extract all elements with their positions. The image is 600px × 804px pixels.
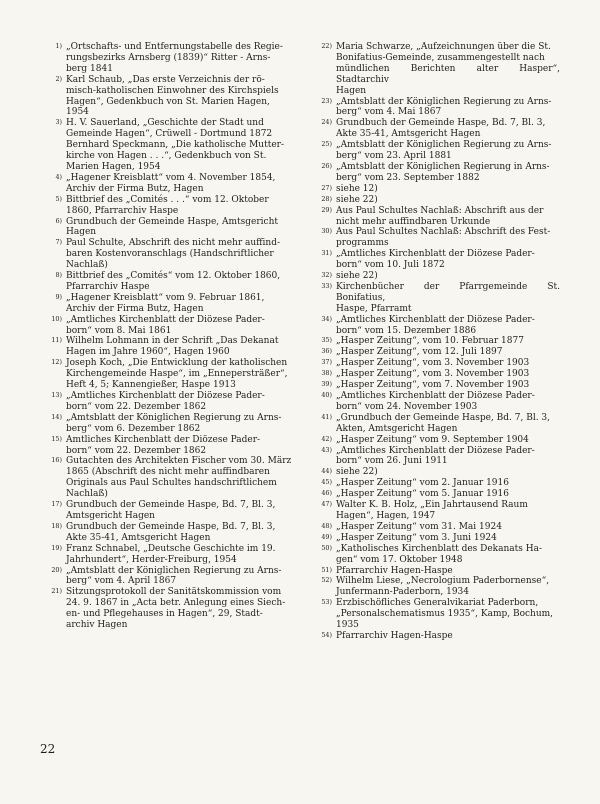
footnote-text: „Hasper Zeitung“, vom 3. November 1903: [336, 358, 530, 369]
footnote: [310, 391, 560, 413]
footnote-text: „Hasper Zeitung“ vom 31. Mai 1924: [336, 521, 502, 532]
footnote-text: Maria Schwarze, „Aufzeichnungen über die St. Bonifatius-Gemeinde, zusammengestellt nach mündlichen Berichten alter Hasper“, Stadtarchiv Hagen: [336, 42, 560, 96]
footnote: [310, 271, 560, 282]
footnote-number: 44): [321, 467, 332, 476]
footnote: [310, 446, 560, 468]
footnote-number: 49): [321, 532, 332, 541]
footnote-text: „Hagener Kreisblatt“ vom 4. November 1854, Archiv der Firma Butz, Hagen: [66, 172, 276, 194]
footnote-text: „Hasper Zeitung“, vom 3. November 1903: [336, 369, 530, 380]
footnote-text: Bittbrief des „Comités“ vom 12. Oktober 1860, Pfarrarchiv Haspe: [66, 271, 281, 292]
footnote-number: 3): [55, 118, 62, 127]
footnote-number: 19): [51, 543, 62, 552]
footnote: [310, 435, 560, 446]
footnote: [40, 118, 296, 173]
footnote: [310, 467, 560, 478]
footnote: [40, 435, 296, 457]
footnote-text: Grundbuch der Gemeinde Haspe, Amtsgericht Hagen: [66, 216, 278, 238]
footnote-number: 12): [51, 358, 62, 367]
footnote-text: Wilhelm Lohmann in der Schrift „Das Dekanat Hagen im Jahre 1960“, Hagen 1960: [66, 336, 279, 358]
footnote: [310, 249, 560, 271]
footnote-number: 42): [321, 434, 332, 443]
footnote-text: Bittbrief des „Comités . . .“ vom 12. Oktober 1860, Pfarrarchiv Haspe: [66, 194, 269, 216]
footnote-number: 53): [321, 598, 332, 607]
footnote-text: „Amtsblatt der Königlichen Regierung in Arns- berg“ vom 23. September 1882: [336, 161, 550, 183]
footnote: [40, 456, 296, 500]
footnote: [310, 533, 560, 544]
footnote: [310, 118, 560, 140]
footnote: [310, 489, 560, 500]
footnote-number: 47): [321, 500, 332, 509]
footnote-number: 25): [321, 140, 332, 149]
footnote-text: „Hasper Zeitung“ vom 3. Juni 1924: [336, 532, 497, 543]
footnote-text: Pfarrarchiv Hagen-Haspe: [336, 565, 453, 576]
footnote: [40, 500, 296, 522]
footnote: [40, 587, 296, 631]
footnote-number: 2): [55, 74, 62, 83]
footnote-number: 1): [55, 42, 62, 50]
footnote-text: Grundbuch der Gemeinde Haspe, Bd. 7, Bl. 3, Akte 35-41, Amtsgericht Hagen: [66, 521, 276, 543]
footnote: [310, 358, 560, 369]
footnote-number: 8): [55, 271, 62, 280]
footnotes-right-column: [310, 42, 560, 642]
footnote-text: siehe 12): [336, 183, 378, 194]
footnote-text: Grundbuch der Gemeinde Haspe, Bd. 7, Bl. 3, Akte 35-41, Amtsgericht Hagen: [336, 118, 546, 140]
footnote-text: „Hasper Zeitung“, vom 10. Februar 1877: [336, 336, 524, 347]
footnote: [40, 195, 296, 217]
footnote: [310, 478, 560, 489]
page-number: 22: [40, 742, 56, 756]
footnote-number: 38): [321, 369, 332, 378]
footnote-text: siehe 22): [336, 271, 378, 282]
footnote-number: 36): [321, 347, 332, 356]
footnote: [310, 195, 560, 206]
footnote: [310, 336, 560, 347]
footnote-text: „Amtliches Kirchenblatt der Diözese Pader- born“ vom 8. Mai 1861: [66, 314, 265, 336]
footnote-number: 11): [51, 336, 62, 345]
footnote-number: 37): [321, 358, 332, 367]
footnote: [310, 576, 560, 598]
footnote-text: „Katholisches Kirchenblatt des Dekanats Ha- gen“ vom 17. Oktober 1948: [336, 543, 543, 565]
footnote-number: 6): [55, 216, 62, 225]
footnote: [40, 522, 296, 544]
footnote-text: Wilhelm Liese, „Necrologium Paderbornense“, Junfermann-Paderborn, 1934: [336, 576, 550, 598]
footnote-text: siehe 22): [336, 467, 378, 478]
footnote-number: 15): [51, 434, 62, 443]
footnote-text: H. V. Sauerland, „Geschichte der Stadt und Gemeinde Hagen“, Crüwell - Dortmund 1872 Bernhard Speckmann, „Die katholische Mutter- kirche von Hagen . . .“, Gedenkbuch von St. Marien Hagen, 1954: [66, 118, 284, 172]
footnote: [40, 358, 296, 391]
footnote-text: Walter K. B. Holz, „Ein Jahrtausend Raum Hagen“, Hagen, 1947: [336, 500, 528, 521]
footnote-number: 32): [321, 271, 332, 280]
footnote: [40, 271, 296, 293]
footnote-number: 14): [51, 412, 62, 421]
footnote-text: Grundbuch der Gemeinde Haspe, Bd. 7, Bl. 3, Amtsgericht Hagen: [66, 500, 276, 521]
footnote-text: Amtliches Kirchenblatt der Diözese Pader- born“ vom 22. Dezember 1862: [66, 434, 261, 456]
footnote: [40, 293, 296, 315]
footnote-text: „Ortschafts- und Entfernungstabelle des Regie- rungsbezirks Arnsberg (1839)“ Ritter - Arns- berg 1841: [66, 42, 283, 74]
footnote-text: Sitzungsprotokoll der Sanitätskommission vom 24. 9. 1867 in „Acta betr. Anlegung eines Siech- en- und Pflegehauses in Hagen“, 29, Stadt- archiv Hagen: [66, 587, 286, 631]
footnote: [310, 282, 560, 315]
footnote-number: 46): [321, 489, 332, 498]
footnote-text: „Amtliches Kirchenblatt der Diözese Pader- born“ vom 22. Dezember 1862: [66, 391, 265, 412]
footnote-number: 31): [321, 249, 332, 258]
footnote-number: 18): [51, 521, 62, 530]
footnote-text: „Amtliches Kirchenblatt der Diözese Pader- born“ vom 26. Juni 1911: [336, 445, 535, 467]
footnote-text: Aus Paul Schultes Nachlaß: Abschrift aus der nicht mehr auffindbaren Urkunde: [336, 205, 544, 227]
footnote-number: 17): [51, 500, 62, 509]
footnote-number: 54): [321, 630, 332, 639]
footnote: [310, 315, 560, 337]
footnote: [310, 162, 560, 184]
footnote-number: 39): [321, 380, 332, 389]
footnote: [40, 544, 296, 566]
footnote: [310, 347, 560, 358]
footnote-text: „Hasper Zeitung“, vom 12. Juli 1897: [336, 347, 503, 358]
footnote-number: 5): [55, 194, 62, 203]
footnote-number: 16): [51, 456, 62, 465]
footnote: [310, 598, 560, 631]
footnote: [40, 413, 296, 435]
footnote-text: „Amtliches Kirchenblatt der Diözese Pader- born“ vom 24. November 1903: [336, 391, 535, 412]
footnote: [310, 227, 560, 249]
footnote-number: 45): [321, 478, 332, 487]
footnote-text: siehe 22): [336, 194, 378, 205]
footnote: [40, 566, 296, 588]
footnote-text: „Hasper Zeitung“, vom 7. November 1903: [336, 380, 530, 391]
footnote-text: Kirchenbücher der Pfarrgemeinde St. Bonifatius, Haspe, Pfarramt: [336, 281, 560, 314]
footnote: [40, 336, 296, 358]
footnote-text: „Amtsblatt der Königlichen Regierung zu Arns- berg“ vom 4. April 1867: [66, 565, 282, 587]
footnote-text: „Hasper Zeitung“ vom 2. Januar 1916: [336, 478, 509, 489]
footnote-number: 51): [321, 565, 332, 574]
footnote-text: Joseph Koch, „Die Entwicklung der katholischen Kirchengemeinde Haspe“, im „Ennepersträßer“, Heft 4, 5; Kannengießer, Haspe 1913: [66, 358, 288, 391]
footnote-number: 7): [55, 238, 62, 247]
footnote-number: 22): [321, 42, 332, 50]
footnote: [40, 217, 296, 239]
footnote-number: 26): [321, 161, 332, 170]
footnote-text: „Amtsblatt der Königlichen Regierung zu Arns- berg“ vom 4. Mai 1867: [336, 96, 552, 118]
footnote: [310, 97, 560, 119]
footnote-text: Karl Schaub, „Das erste Verzeichnis der rö- misch-katholischen Einwohner des Kirchspiels Hagen“, Gedenkbuch von St. Marien Hagen, 1954: [66, 74, 279, 118]
footnote-text: Franz Schnabel, „Deutsche Geschichte im 19. Jahrhundert“, Herder-Freiburg, 1954: [66, 543, 276, 565]
footnote: [310, 566, 560, 577]
footnote: [310, 206, 560, 228]
footnote-text: Erzbischöfliches Generalvikariat Paderborn, „Personalschematismus 1935“, Kamp, Bochum, 1935: [336, 598, 554, 631]
footnote: [310, 544, 560, 566]
footnote-number: 48): [321, 521, 332, 530]
footnote-number: 30): [321, 227, 332, 236]
footnote-text: „Amtsblatt der Königlichen Regierung zu Arns- berg“ vom 6. Dezember 1862: [66, 412, 282, 434]
footnote-text: Aus Paul Schultes Nachlaß: Abschrift des Fest- programms: [336, 227, 551, 249]
footnote-number: 9): [55, 292, 62, 301]
footnote: [40, 391, 296, 413]
footnote-number: 10): [51, 314, 62, 323]
footnote-text: Gutachten des Architekten Fischer vom 30. März 1865 (Abschrift des nicht mehr auffindbaren Originals aus Paul Schultes handschriftlichem Nachlaß): [66, 456, 292, 500]
footnote-text: „Grundbuch der Gemeinde Haspe, Bd. 7, Bl. 3, Akten, Amtsgericht Hagen: [336, 412, 551, 434]
footnote-number: 20): [51, 565, 62, 574]
footnote-number: 13): [51, 391, 62, 399]
footnote-number: 33): [321, 281, 332, 290]
footnote: [310, 184, 560, 195]
footnote-text: „Amtliches Kirchenblatt der Diözese Pader- born“ vom 15. Dezember 1886: [336, 314, 535, 336]
footnote-number: 41): [321, 412, 332, 421]
footnote: [40, 42, 296, 75]
footnote-text: Paul Schulte, Abschrift des nicht mehr auffind- baren Kostenvoranschlags (Handschriftlicher Nachlaß): [66, 238, 281, 271]
footnote-text: „Hasper Zeitung“ vom 5. Januar 1916: [336, 489, 509, 500]
footnote-number: 23): [321, 96, 332, 105]
footnote-text: „Amtliches Kirchenblatt der Diözese Pader- born“ vom 10. Juli 1872: [336, 249, 535, 271]
footnote: [310, 42, 560, 97]
footnote-text: „Hagener Kreisblatt“ vom 9. Februar 1861, Archiv der Firma Butz, Hagen: [66, 292, 265, 314]
footnote: [310, 413, 560, 435]
footnote: [40, 75, 296, 119]
footnote: [40, 173, 296, 195]
footnote-number: 28): [321, 194, 332, 203]
footnote: [40, 238, 296, 271]
footnote: [310, 380, 560, 391]
footnote: [310, 500, 560, 522]
footnote-text: Pfarrarchiv Hagen-Haspe: [336, 630, 453, 641]
footnote-number: 52): [321, 576, 332, 585]
footnote-number: 40): [321, 391, 332, 399]
footnote: [310, 369, 560, 380]
footnote: [310, 522, 560, 533]
footnote-number: 50): [321, 543, 332, 552]
footnotes-left-column: [40, 42, 296, 631]
footnote-number: 43): [321, 445, 332, 454]
footnote-number: 29): [321, 205, 332, 214]
footnote: [310, 140, 560, 162]
footnote-number: 24): [321, 118, 332, 127]
footnote-text: „Amtsblatt der Königlichen Regierung zu Arns- berg“ vom 23. April 1881: [336, 140, 552, 162]
footnote-number: 21): [51, 587, 62, 596]
footnote-text: „Hasper Zeitung“ vom 9. September 1904: [336, 434, 529, 445]
footnote-number: 34): [321, 314, 332, 323]
footnote-number: 27): [321, 183, 332, 192]
footnote: [40, 315, 296, 337]
footnote: [310, 631, 560, 642]
footnote-number: 4): [55, 172, 62, 181]
footnote-number: 35): [321, 336, 332, 345]
